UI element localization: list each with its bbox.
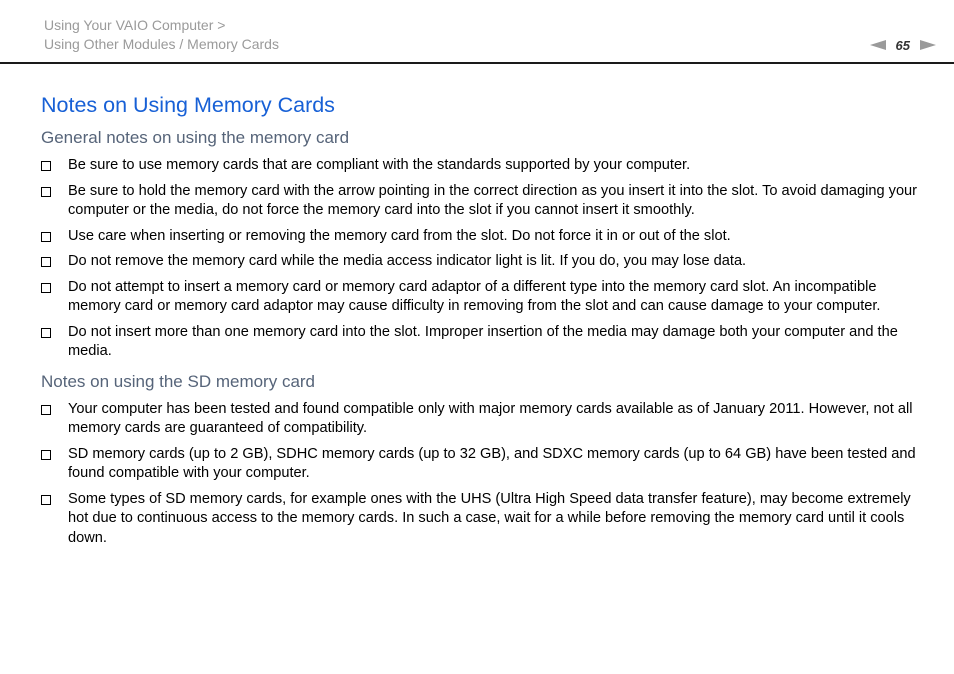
list-item bbox=[41, 278, 921, 317]
section-heading-sd-card: Notes on using the SD memory card bbox=[41, 371, 316, 391]
page-navigator bbox=[870, 36, 936, 54]
list-item-text: Do not insert more than one memory card into the slot. Improper insertion of the media may damage both your computer and the media. bbox=[68, 323, 898, 359]
previous-page-arrow-icon[interactable] bbox=[870, 40, 886, 50]
sd-card-notes-list bbox=[41, 400, 921, 549]
checkbox-bullet-icon bbox=[41, 328, 51, 338]
checkbox-bullet-icon bbox=[41, 405, 51, 415]
list-item-text: Use care when inserting or removing the memory card from the slot. Do not force it in or out of the slot. bbox=[68, 227, 731, 244]
list-item bbox=[41, 323, 921, 362]
list-item-text: Do not remove the memory card while the media access indicator light is lit. If you do, you may lose data. bbox=[68, 253, 747, 269]
section-heading-general: General notes on using the memory card bbox=[41, 128, 350, 147]
page-number: 65 bbox=[895, 37, 910, 53]
list-item-text: Your computer has been tested and found compatible only with major memory cards available as of January 2011. However, not all memory cards are guaranteed of compatibility. bbox=[68, 400, 913, 436]
checkbox-bullet-icon bbox=[41, 283, 51, 293]
list-item-text: SD memory cards (up to 2 GB), SDHC memory cards (up to 32 GB), and SDXC memory cards (up to 64 GB) have been tested and found compatible with your computer. bbox=[68, 445, 916, 481]
checkbox-bullet-icon bbox=[41, 187, 51, 197]
list-item-text: Be sure to hold the memory card with the arrow pointing in the correct direction as you insert it into the slot. To avoid damaging your computer or the media, do not force the memory card into the slot if you cannot insert it smoothly. bbox=[68, 182, 918, 218]
checkbox-bullet-icon bbox=[41, 161, 51, 171]
header-divider bbox=[0, 62, 954, 64]
breadcrumb-line-1[interactable]: Using Your VAIO Computer > bbox=[44, 17, 226, 33]
list-item bbox=[41, 445, 921, 484]
page-title: Notes on Using Memory Cards bbox=[41, 93, 335, 117]
list-item bbox=[41, 182, 921, 221]
checkbox-bullet-icon bbox=[41, 495, 51, 505]
next-page-arrow-icon[interactable] bbox=[920, 40, 936, 50]
general-notes-list bbox=[41, 156, 921, 362]
page-content bbox=[41, 90, 921, 554]
list-item bbox=[41, 252, 921, 272]
list-item bbox=[41, 156, 921, 176]
breadcrumb bbox=[44, 16, 279, 54]
checkbox-bullet-icon bbox=[41, 450, 51, 460]
list-item bbox=[41, 400, 921, 439]
list-item bbox=[41, 490, 921, 549]
breadcrumb-line-2[interactable]: Using Other Modules / Memory Cards bbox=[44, 36, 279, 52]
list-item bbox=[41, 227, 921, 247]
list-item-text: Some types of SD memory cards, for example ones with the UHS (Ultra High Speed data transfer feature), may become extremely hot due to continuous access to the memory cards. In such a case, wait for a while before removing the memory card until it cools down. bbox=[68, 490, 911, 546]
checkbox-bullet-icon bbox=[41, 257, 51, 267]
list-item-text: Be sure to use memory cards that are compliant with the standards supported by your computer. bbox=[68, 157, 691, 173]
checkbox-bullet-icon bbox=[41, 232, 51, 242]
list-item-text: Do not attempt to insert a memory card or memory card adaptor of a different type into the memory card slot. An incompatible memory card or memory card adaptor may cause difficulty in removing from the slot and can cause damage to your computer. bbox=[68, 278, 881, 314]
